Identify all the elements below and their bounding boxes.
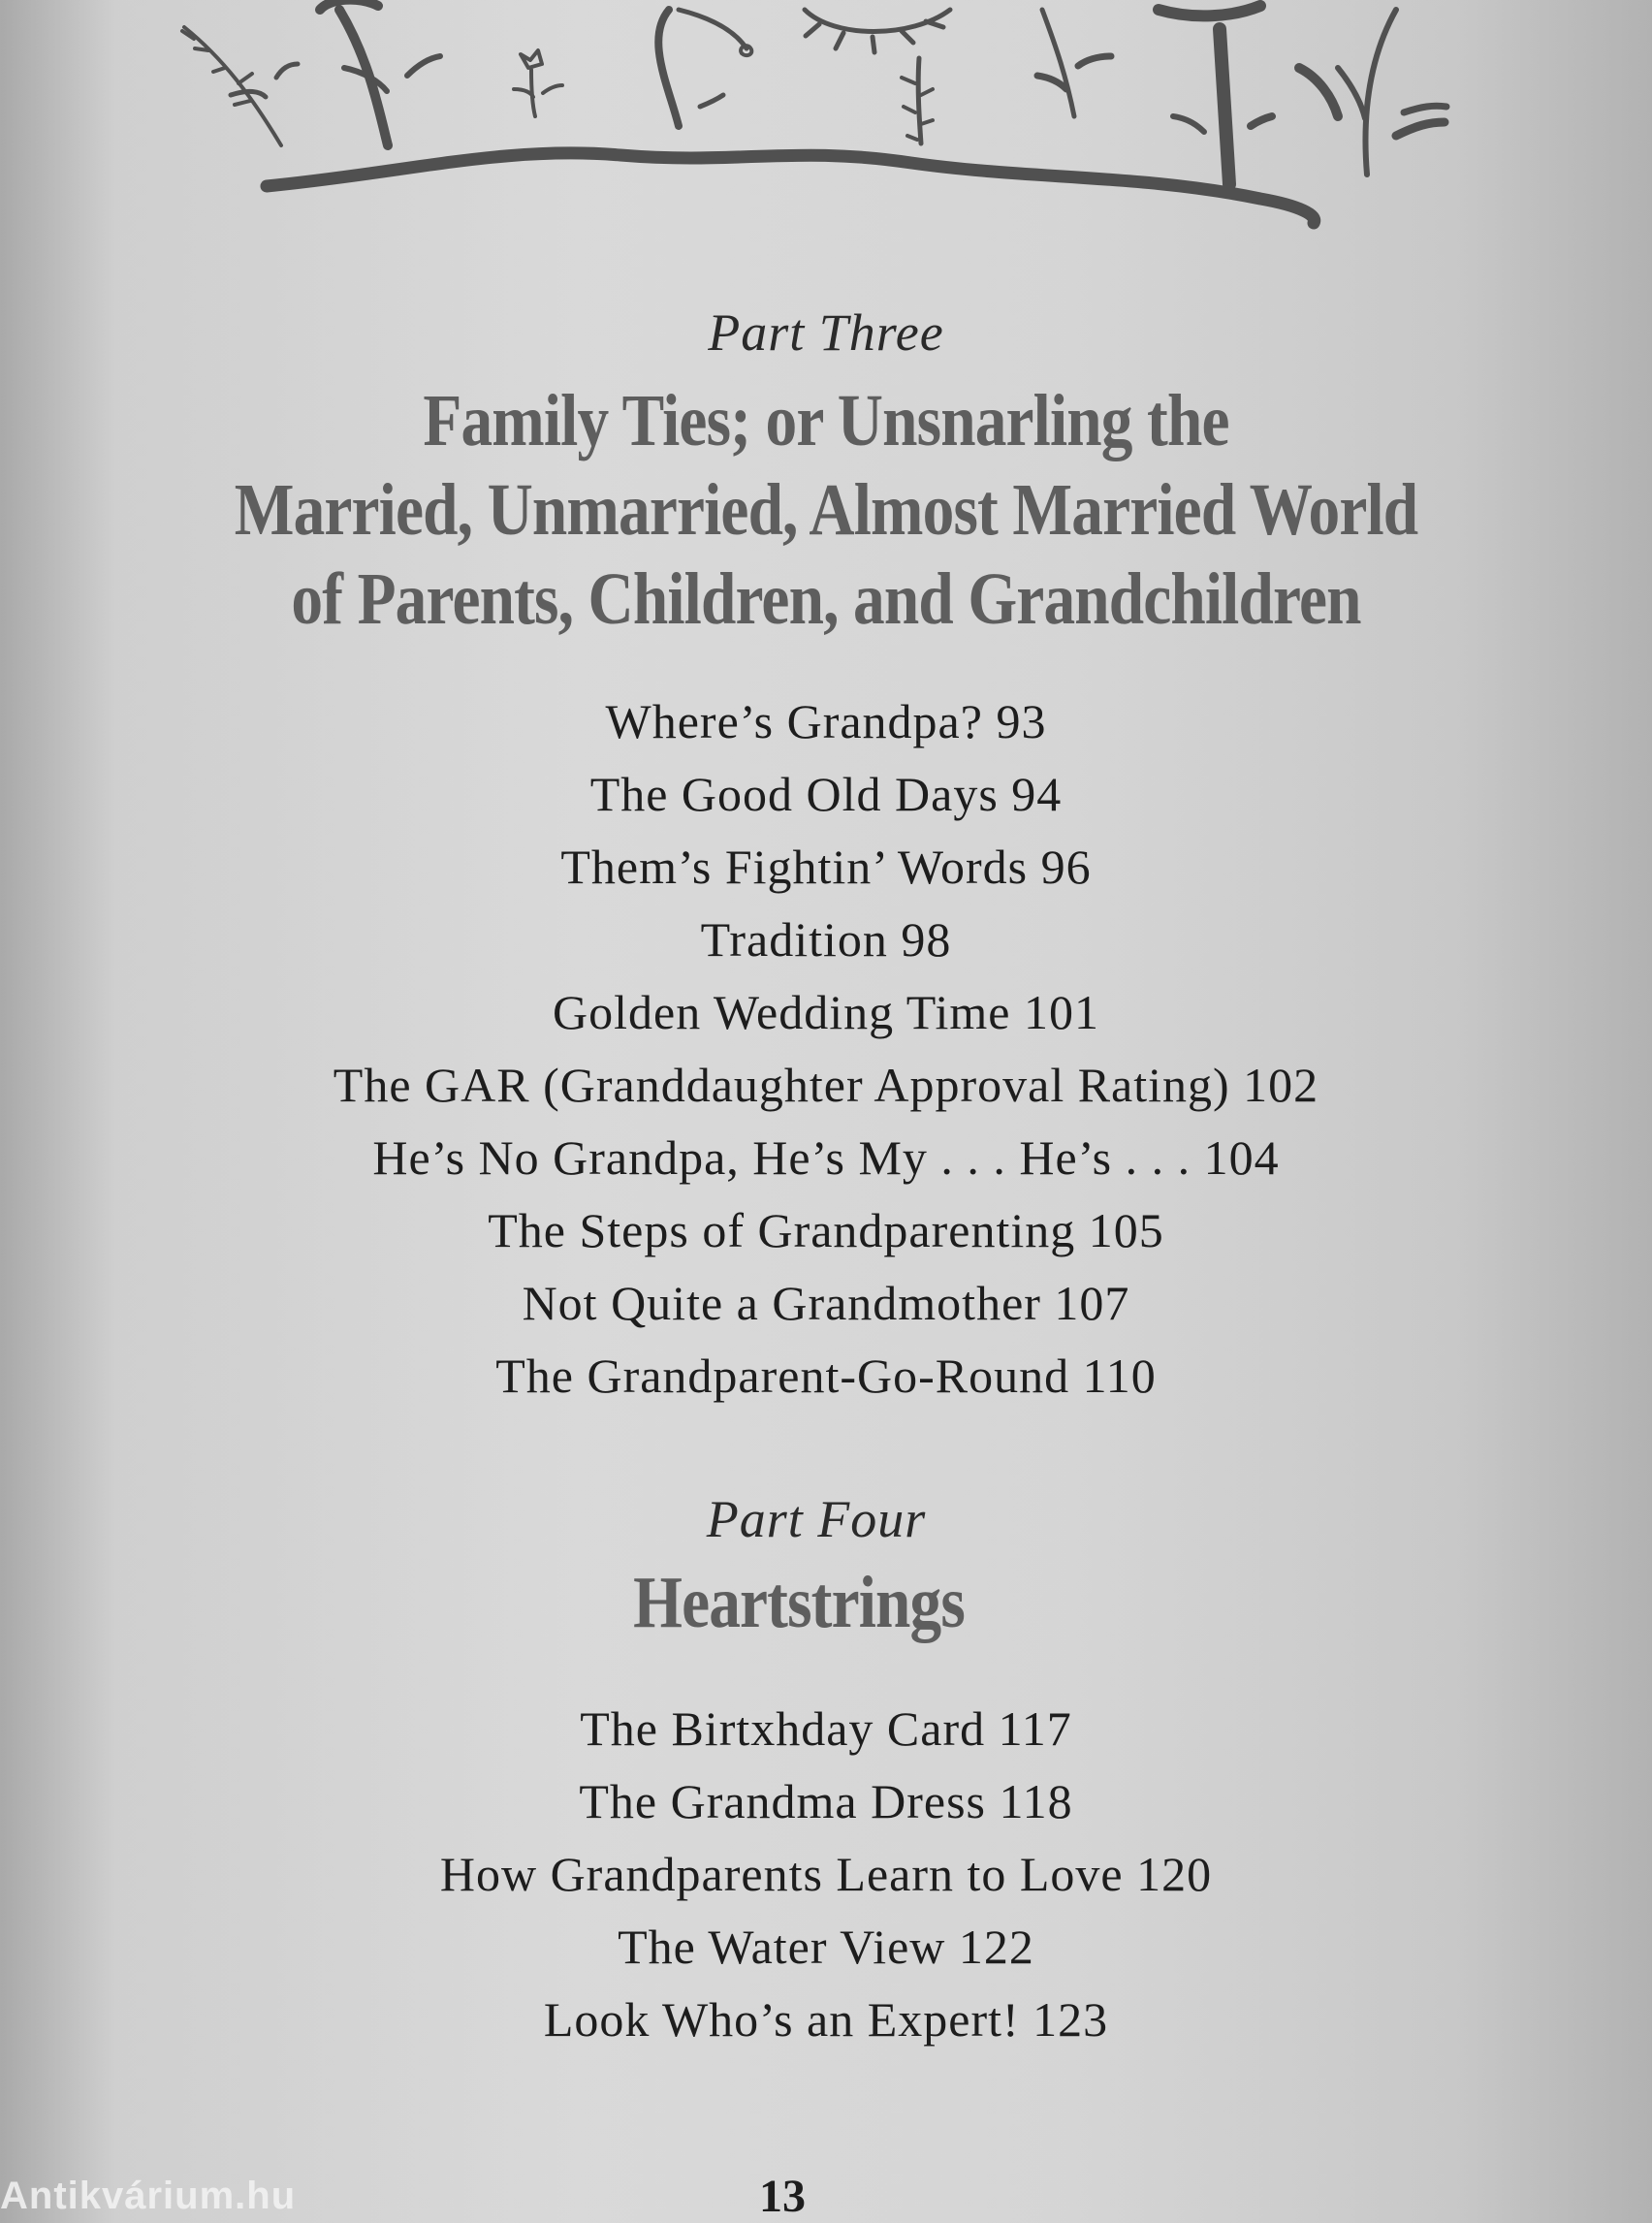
part-three-title-line: Married, Unmarried, Almost Married World [234, 469, 1418, 551]
part-four-title: Heartstrings [633, 1562, 965, 1643]
toc-entry: How Grandparents Learn to Love 120 [439, 1847, 1213, 1901]
toc-entry: The Grandparent-Go-Round 110 [495, 1349, 1157, 1403]
toc-entry: The Steps of Grandparenting 105 [488, 1203, 1164, 1257]
watermark-text: Antikvárium.hu [0, 2175, 297, 2217]
part-three-label: Part Three [708, 303, 944, 362]
page-number: 13 [759, 2171, 806, 2222]
tulip [521, 50, 542, 68]
part-three-title [115, 376, 1536, 644]
part-four-contents [0, 1693, 1652, 2056]
part-four-label: Part Four [706, 1490, 927, 1548]
part-three-contents [0, 685, 1652, 1413]
leaf-stem [1042, 10, 1074, 116]
toc-entry: The Good Old Days 94 [589, 767, 1063, 821]
toc-entry: The Grandma Dress 118 [579, 1774, 1073, 1828]
right-grass [1366, 10, 1396, 175]
toc-entry: He’s No Grandpa, He’s My . . . He’s . . . 104 [372, 1130, 1280, 1185]
ground-line [267, 153, 1315, 223]
toc-entry: Look Who’s an Expert! 123 [543, 1992, 1109, 2047]
toc-entry: Where’s Grandpa? 93 [605, 694, 1047, 748]
tree-trunk [1220, 29, 1229, 184]
toc-entry: The Water View 122 [618, 1920, 1034, 1974]
toc-entry: The Birtxhday Card 117 [580, 1701, 1072, 1756]
toc-entry: The GAR (Granddaughter Approval Rating) 102 [333, 1058, 1319, 1112]
part-three-title-line: Family Ties; or Unsnarling the [423, 380, 1229, 461]
plant-two-stem [339, 10, 388, 145]
flower-border-illustration [0, 0, 1652, 252]
sunflower-head [805, 10, 950, 52]
curved-stem [658, 10, 679, 126]
toc-entry: Tradition 98 [700, 912, 952, 967]
toc-entry: Them’s Fightin’ Words 96 [560, 840, 1092, 894]
part-three-title-line: of Parents, Children, and Grandchildren [291, 558, 1361, 640]
sunflower-stem [918, 58, 921, 143]
toc-entry: Not Quite a Grandmother 107 [522, 1276, 1130, 1330]
toc-entry: Golden Wedding Time 101 [553, 985, 1099, 1039]
sprig-stem [184, 27, 281, 145]
